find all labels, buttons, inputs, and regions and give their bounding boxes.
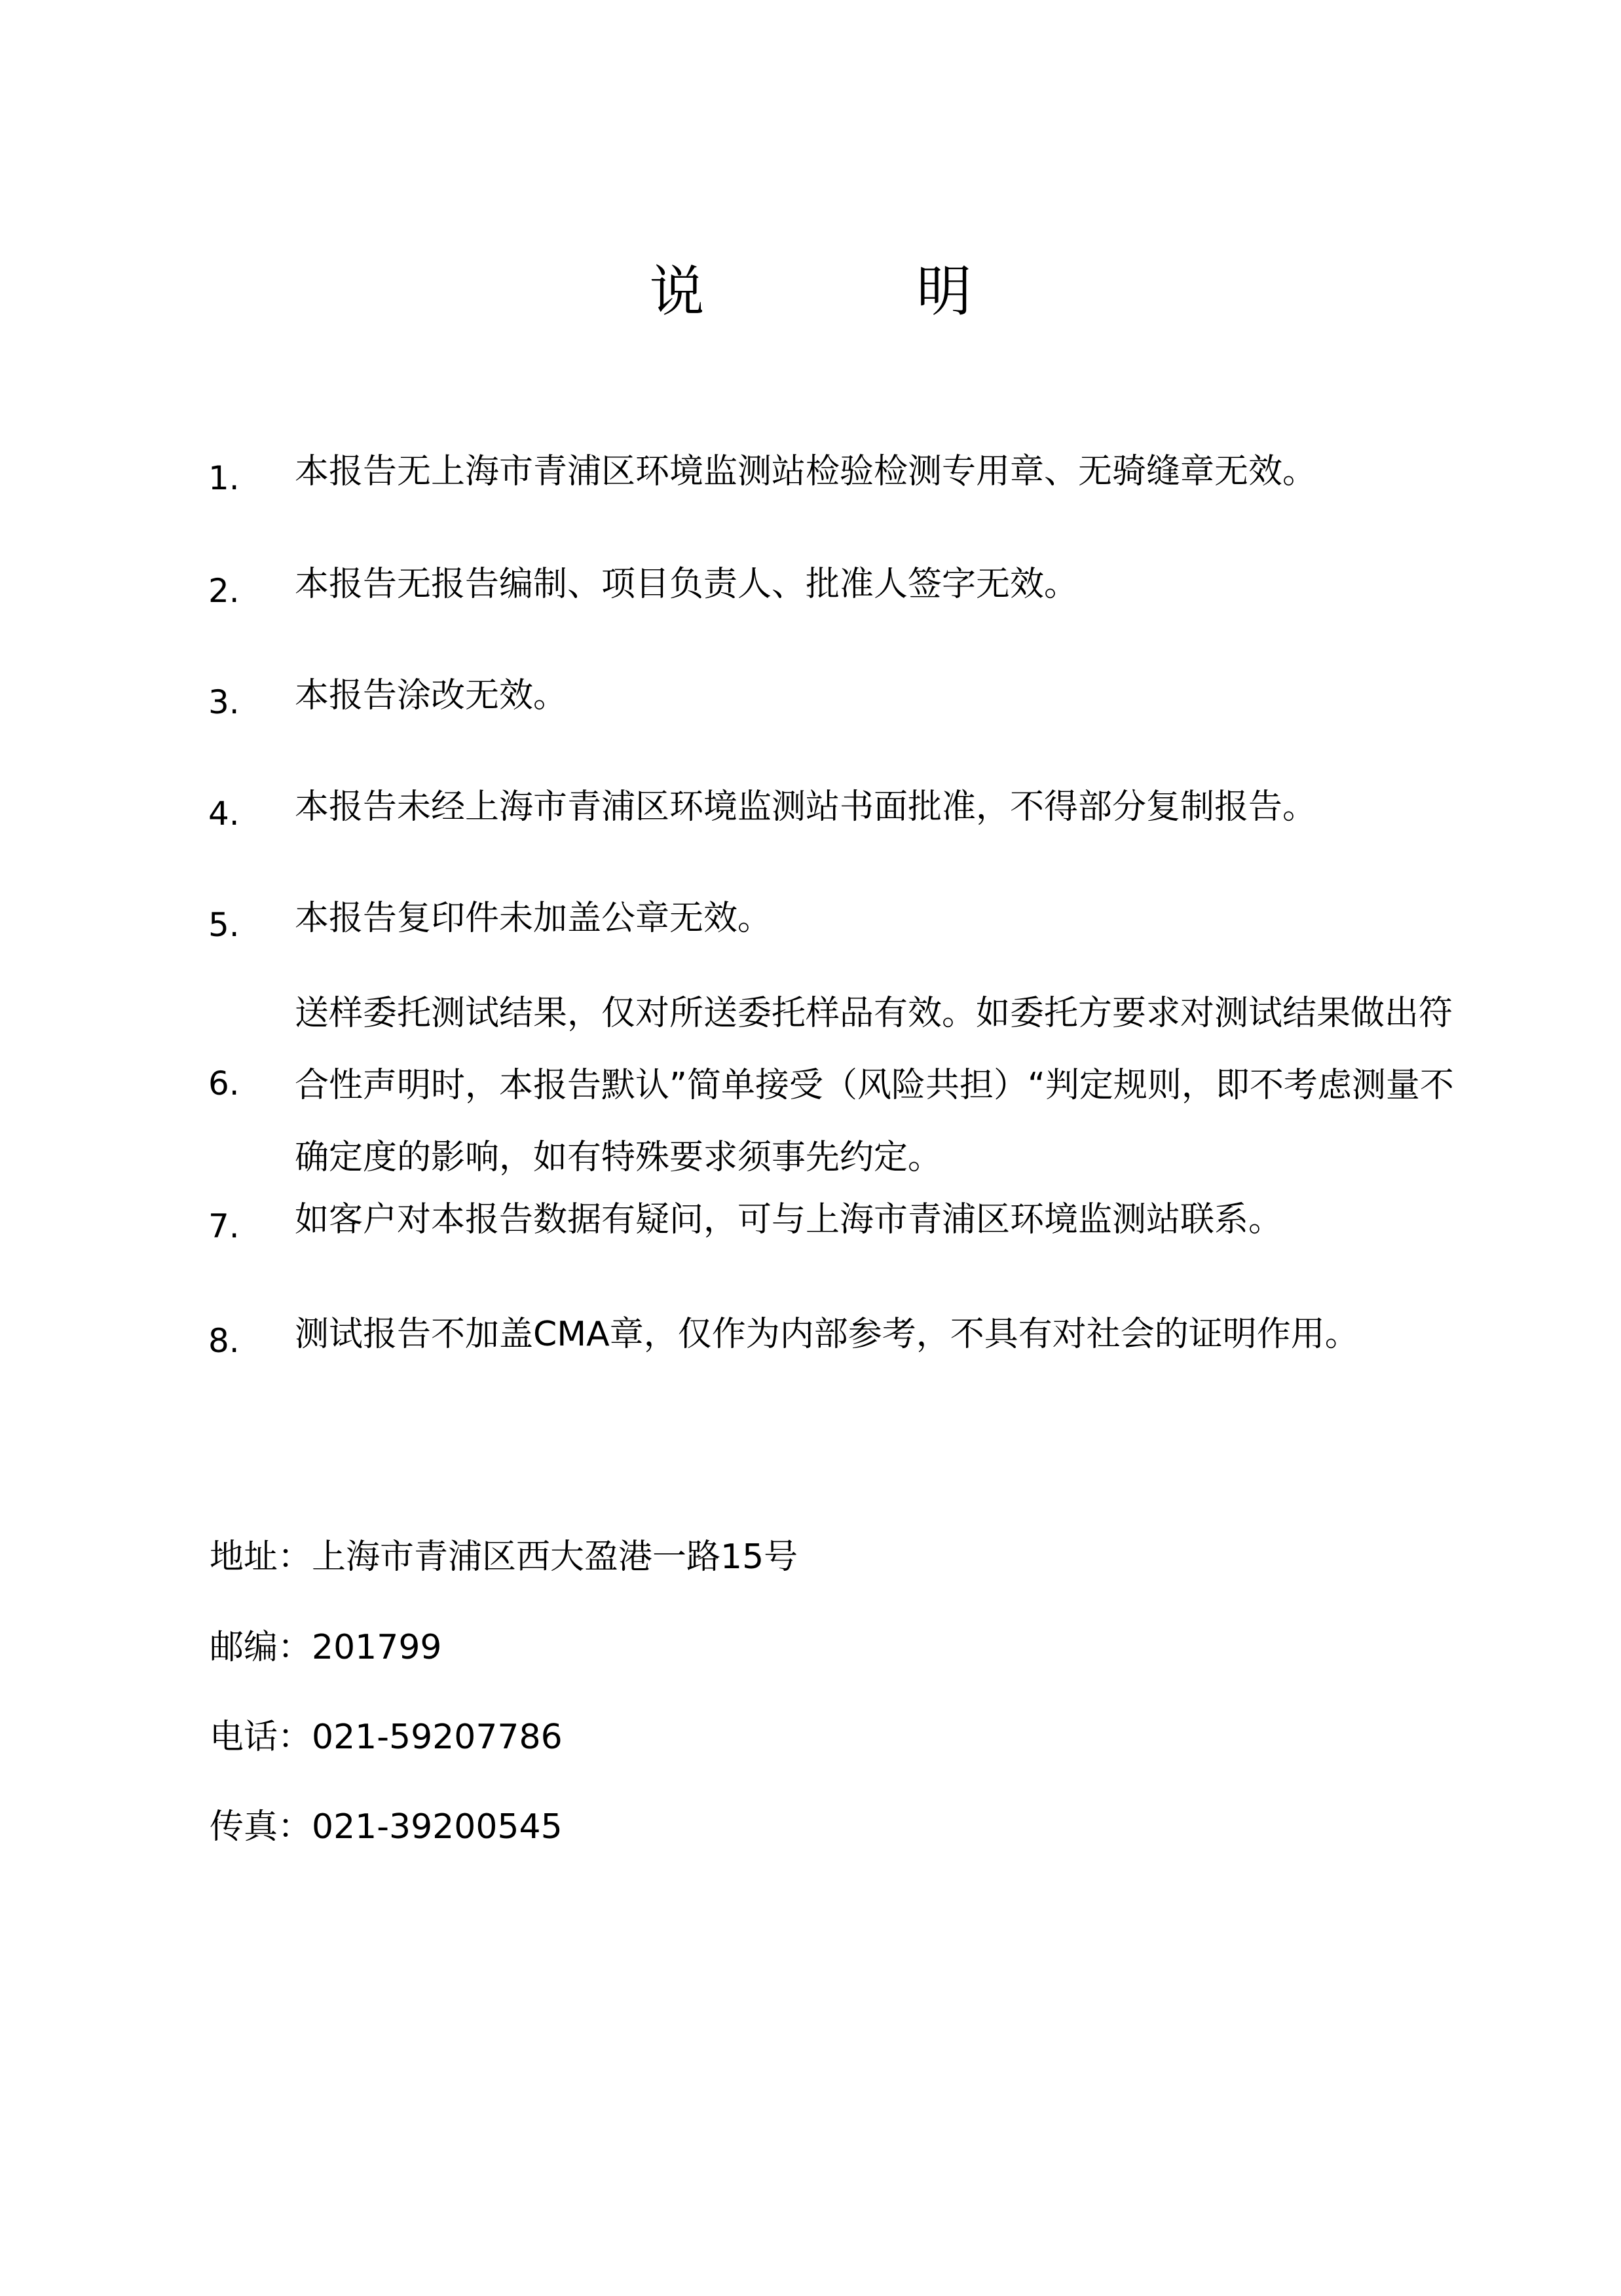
note-text: 本报告未经上海市青浦区环境监测站书面批准，不得部分复制报告。 [295, 787, 1317, 827]
note-number: 6. [208, 1064, 240, 1102]
note-text: 本报告无上海市青浦区环境监测站检验检测专用章、无骑缝章无效。 [295, 452, 1317, 491]
contact-phone: 电话：021-59207786 [210, 1718, 563, 1757]
note-number: 2. [208, 572, 240, 610]
note-text: 送样委托测试结果，仅对所送委托样品有效。如委托方要求对测试结果做出符合性声明时，本报告默认”简单接受（风险共担）“判定规则，即不考虑测量不确定度的影响，如有特殊要求须事先约定。 [295, 994, 1454, 1177]
note-text: 本报告复印件未加盖公章无效。 [295, 899, 772, 938]
note-number: 1. [208, 459, 240, 497]
note-text: 本报告无报告编制、项目负责人、批准人签字无效。 [295, 565, 1079, 604]
contact-address: 地址：上海市青浦区西大盈港一路15号 [210, 1537, 798, 1577]
contact-fax: 传真：021-39200545 [210, 1807, 563, 1847]
note-text: 如客户对本报告数据有疑问，可与上海市青浦区环境监测站联系。 [295, 1200, 1283, 1239]
note-number: 5. [208, 906, 240, 944]
contact-postcode: 邮编：201799 [210, 1628, 442, 1667]
note-number: 8. [208, 1322, 240, 1360]
note-text: 本报告涂改无效。 [295, 676, 568, 715]
page-title: 说 明 [649, 259, 1051, 324]
note-number: 3. [208, 683, 240, 721]
note-number: 4. [208, 795, 240, 833]
note-text: 测试报告不加盖CMA章，仅作为内部参考，不具有对社会的证明作用。 [295, 1315, 1359, 1354]
note-number: 7. [208, 1207, 240, 1245]
